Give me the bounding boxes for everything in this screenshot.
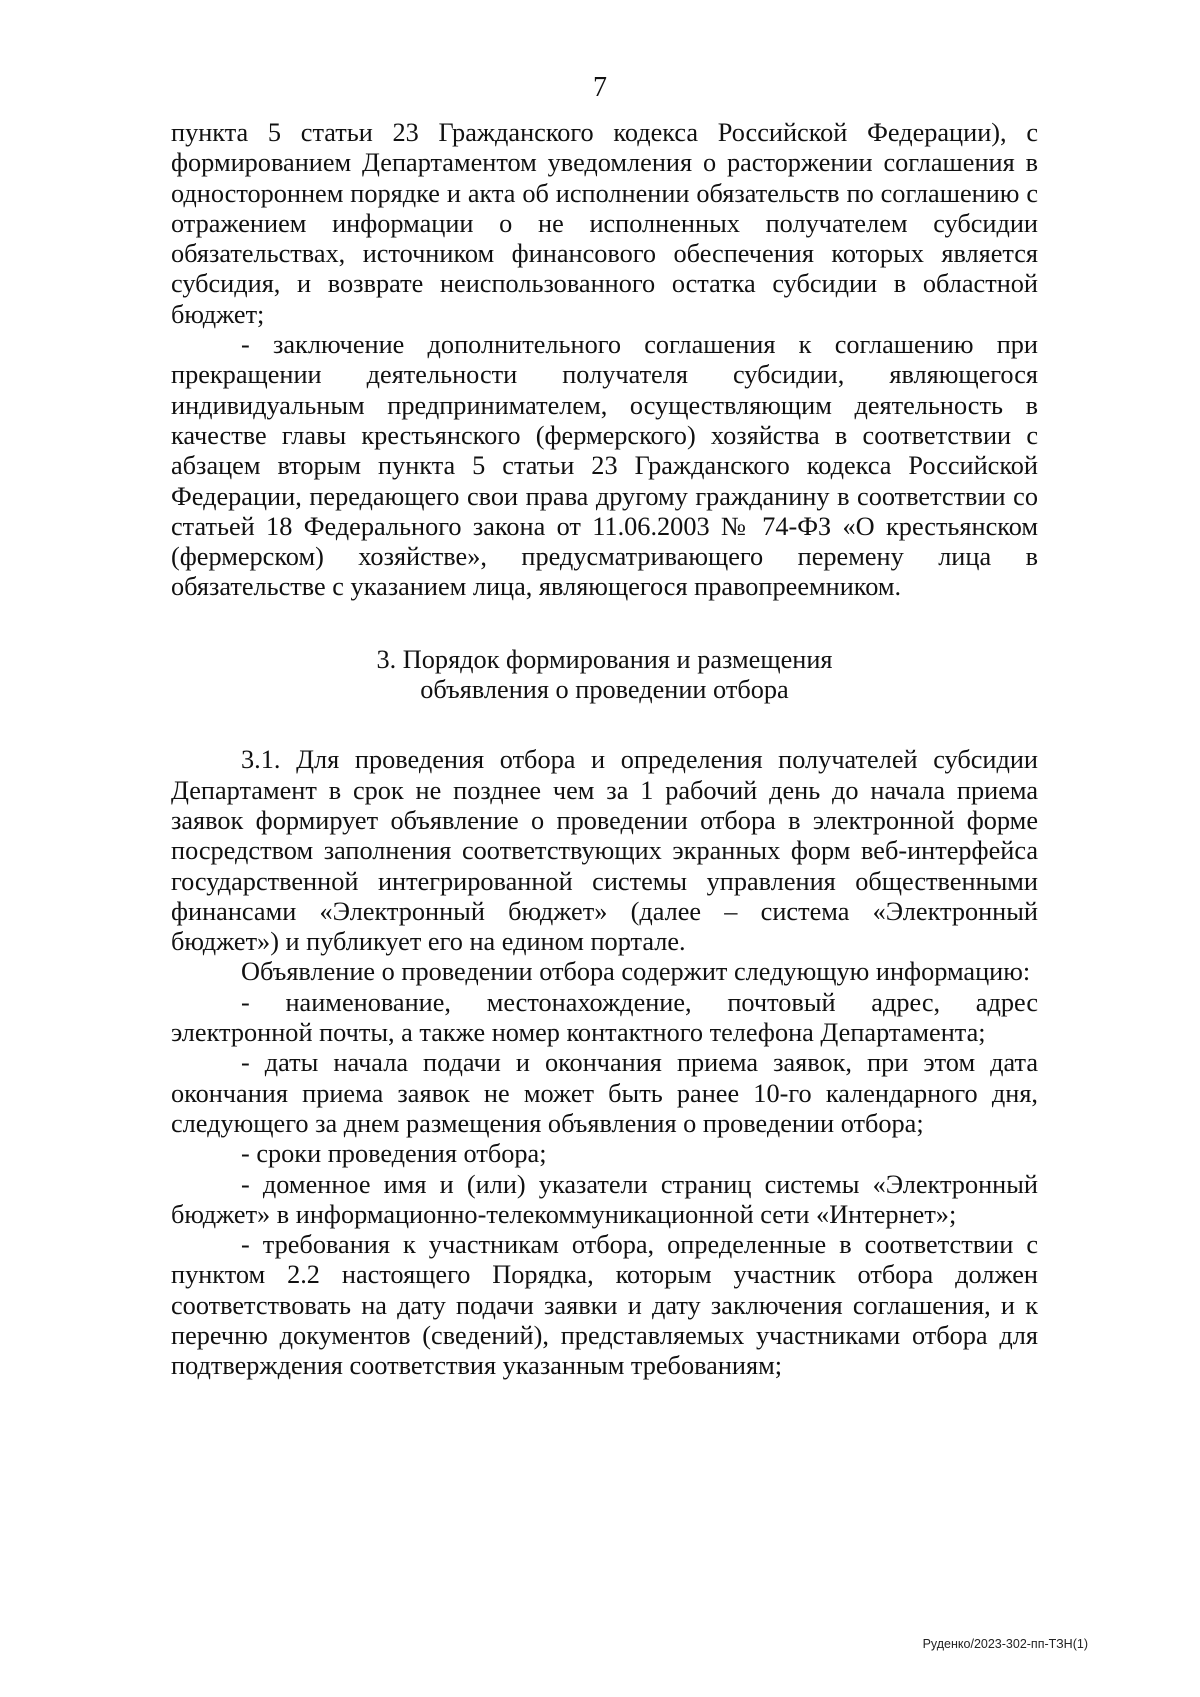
list-item: - требования к участникам отбора, определенные в соответствии с пунктом 2.2 настоящего Порядка, которым участник отбора должен соответствовать на дату подачи заявки и дату заключения соглашения, и к перечню документов (сведений), представляемых участниками отбора для подтверждения соответствия указанным требованиям; xyxy=(171,1230,1038,1381)
page-number: 7 xyxy=(593,72,607,103)
section-heading-line: 3. Порядок формирования и размещения xyxy=(376,644,833,674)
list-item: - наименование, местонахождение, почтовый адрес, адрес электронной почты, а также номер контактного телефона Департамента; xyxy=(171,987,1038,1048)
list-item: - даты начала подачи и окончания приема заявок, при этом дата окончания приема заявок не может быть ранее 10-го календарного дня, следующего за днем размещения объявления о проведении отбора; xyxy=(171,1048,1038,1138)
list-item: - сроки проведения отбора; xyxy=(241,1139,547,1169)
paragraph: пункта 5 статьи 23 Гражданского кодекса Российской Федерации), с формированием Департаментом уведомления о расторжении соглашения в одностороннем порядке и акта об исполнении обязательств по соглашению с отражением информации о не исполненных получателем субсидии обязательствах, источником финансового обеспечения которых является субсидия, и возврате неиспользованного остатка субсидии в областной бюджет; xyxy=(171,118,1038,329)
paragraph: Объявление о проведении отбора содержит следующую информацию: xyxy=(241,957,1031,987)
list-item: - доменное имя и (или) указатели страниц системы «Электронный бюджет» в информационно-телекоммуникационной сети «Интернет»; xyxy=(171,1169,1038,1229)
document-reference-code: Руденко/2023-302-пп-ТЗН(1) xyxy=(922,1637,1088,1651)
section-heading xyxy=(171,645,1038,706)
section-heading-line: объявления о проведении отбора xyxy=(420,675,789,705)
paragraph: 3.1. Для проведения отбора и определения получателей субсидии Департамент в срок не позднее чем за 1 рабочий день до начала приема заявок формирует объявление о проведении отбора в электронной форме посредством заполнения соответствующих экранных форм веб-интерфейса государственной интегрированной системы управления общественными финансами «Электронный бюджет» (далее – система «Электронный бюджет») и публикует его на едином портале. xyxy=(171,745,1038,957)
paragraph: - заключение дополнительного соглашения к соглашению при прекращении деятельности получателя субсидии, являющегося индивидуальным предпринимателем, осуществляющим деятельность в качестве главы крестьянского (фермерского) хозяйства в соответствии с абзацем вторым пункта 5 статьи 23 Гражданского кодекса Российской Федерации, передающего свои права другому гражданину в соответствии со статьей 18 Федерального закона от 11.06.2003 № 74-ФЗ «О крестьянском (фермерском) хозяйстве», предусматривающего перемену лица в обязательстве с указанием лица, являющегося правопреемником. xyxy=(171,330,1038,602)
document-body xyxy=(171,118,1038,1382)
